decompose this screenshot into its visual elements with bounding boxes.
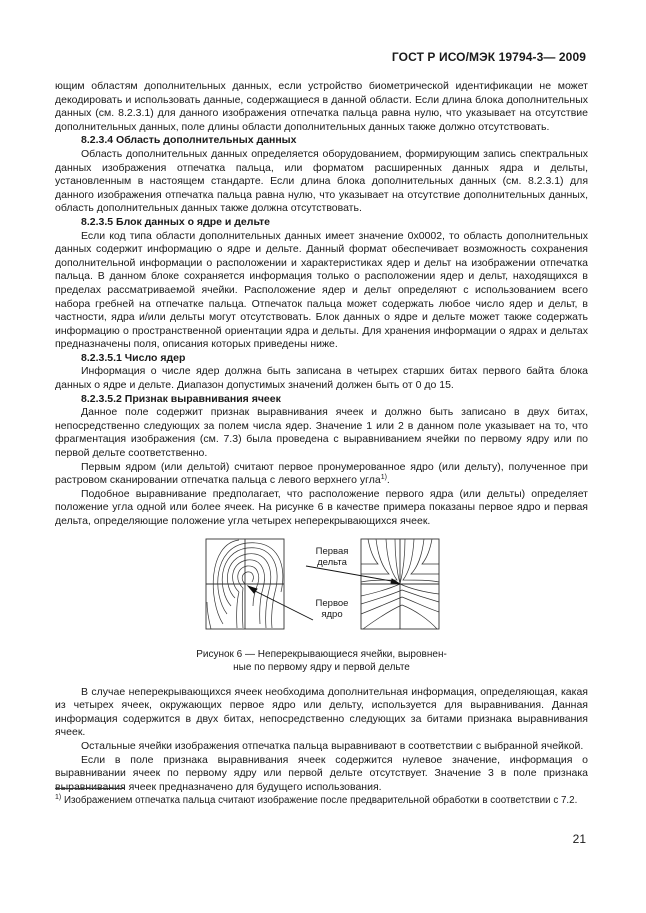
section-heading: 8.2.3.4 Область дополнительных данных <box>81 134 297 147</box>
document-body <box>55 80 588 794</box>
core-label-line: ядро <box>321 608 343 620</box>
figure-caption <box>55 648 588 674</box>
paragraph <box>55 461 588 488</box>
footnote-text: Изображением отпечатка пальца считают изображение после предварительной обработки в соответствии с 7.2. <box>61 795 578 806</box>
footnote-ref[interactable]: 1) <box>380 474 387 482</box>
paragraph: Остальные ячейки изображения отпечатка пальца выравнивают в соответствии с выбранной ячейкой. <box>81 739 584 752</box>
page-number: 21 <box>572 832 586 846</box>
paragraph: Если код типа области дополнительных данных имеет значение 0x0002, то область дополнительных данных содержит информацию о ядре и дельте. Данный формат обеспечивает возможность сохранения дополнительной информации о расположении и характеристиках ядер и дельт на изображении отпечатка пальца. В данном блоке сохраняется информация только о расположении ядер и дельт, находящихся в пределах рассматриваемой ячейки. Расположение ядер и дельт определяют с использованием всего набора гребней на отпечатке пальца. Отпечаток пальца может содержать любое число ядер и дельт, в частности, ядра и/или дельты могут отсутствовать. Блок данных о ядре и дельте может также содержать информацию о пространственной ориентации ядра и дельты. Для хранения информации о ядрах и дельтах предназначены поля, описания которых приведены ниже. <box>55 229 588 351</box>
delta-label <box>309 546 355 568</box>
section-heading: 8.2.3.5.2 Признак выравнивания ячеек <box>81 392 281 405</box>
paragraph-text: . <box>386 474 390 487</box>
footnote <box>55 794 588 807</box>
core-label <box>309 598 355 620</box>
core-label-line: Первое <box>315 597 349 609</box>
paragraph: Подобное выравнивание предполагает, что расположение первого ядра (или дельты) определяет положение угла одной или более ячеек. На рисунке 6 в качестве примера показаны первое ядро и первая дельта, определяющие положение угла четырех неперекрывающихся ячеек. <box>55 487 588 527</box>
delta-label-line: дельта <box>317 556 347 568</box>
caption-line: Рисунок 6 — Неперекрывающиеся ячейки, выровнен- <box>196 648 447 660</box>
paragraph: ющим областям дополнительных данных, если устройство биометрической идентификации не может декодировать и использовать данные, содержащиеся в данной области. Если длина блока дополнительных данных (см. 8.2.3.1) для данного изображения отпечатка пальца равна нулю, что указывает на отсутствие дополнительных данных, поле длины области дополнительных данных также должно отсутствовать. <box>55 80 588 133</box>
section-heading: 8.2.3.5 Блок данных о ядре и дельте <box>81 215 270 228</box>
paragraph: Если в поле признака выравнивания ячеек содержится нулевое значение, информация о выравнивании ячеек по первому ядру или первой дельте отсутствует. Значение 3 в поле признака выравнивания ячеек предназначено для будущего использования. <box>55 753 588 793</box>
paragraph-text: Первым ядром (или дельтой) считают первое пронумерованное ядро (или дельту), полученное при растровом сканировании отпечатка пальца с левого верхнего угла <box>55 460 588 487</box>
caption-line: ные по первому ядру и первой дельте <box>233 661 410 673</box>
paragraph: Информация о числе ядер должна быть записана в четырех старших битах первого байта блока данных о ядре и дельте. Диапазон допустимых значений должен быть от 0 до 15. <box>55 365 588 392</box>
footnote-marker: 1) <box>55 794 62 801</box>
core-cells-illustration <box>206 539 284 629</box>
paragraph: В случае неперекрывающихся ячеек необходима дополнительная информация, определяющая, какая из четырех ячеек, окружающих первое ядро или дельту, используется для выравнивания. Данная информация содержится в двух битах, непосредственно следующих за битами признака выравнивания ячеек. <box>55 685 588 739</box>
paragraph: Данное поле содержит признак выравнивания ячеек и должно быть записано в двух битах, непосредственно следующих за полем числа ядер. Значение 1 или 2 в данном поле указывает на то, что фрагментация изображения (см. 7.3) была проведена с выравниванием ячейки по первому ядру или по первой дельте соответственно. <box>55 406 588 460</box>
figure-6 <box>55 536 588 686</box>
footnote-divider <box>55 788 125 789</box>
paragraph: Область дополнительных данных определяется оборудованием, формирующим запись спектральных данных изображения отпечатка пальца, или форматом расширенных данных ядра и дельты, установленным в настоящем стандарте. Если длина блока дополнительных данных (см. 8.2.3.1) для данного изображения отпечатка пальца равна нулю, что указывает на отсутствие дополнительных данных, область дополнительных данных также должна отсутствовать. <box>55 147 588 215</box>
delta-label-line: Первая <box>315 545 349 557</box>
page-header: ГОСТ Р ИСО/МЭК 19794-3— 2009 <box>391 50 586 64</box>
section-heading: 8.2.3.5.1 Число ядер <box>81 351 186 364</box>
